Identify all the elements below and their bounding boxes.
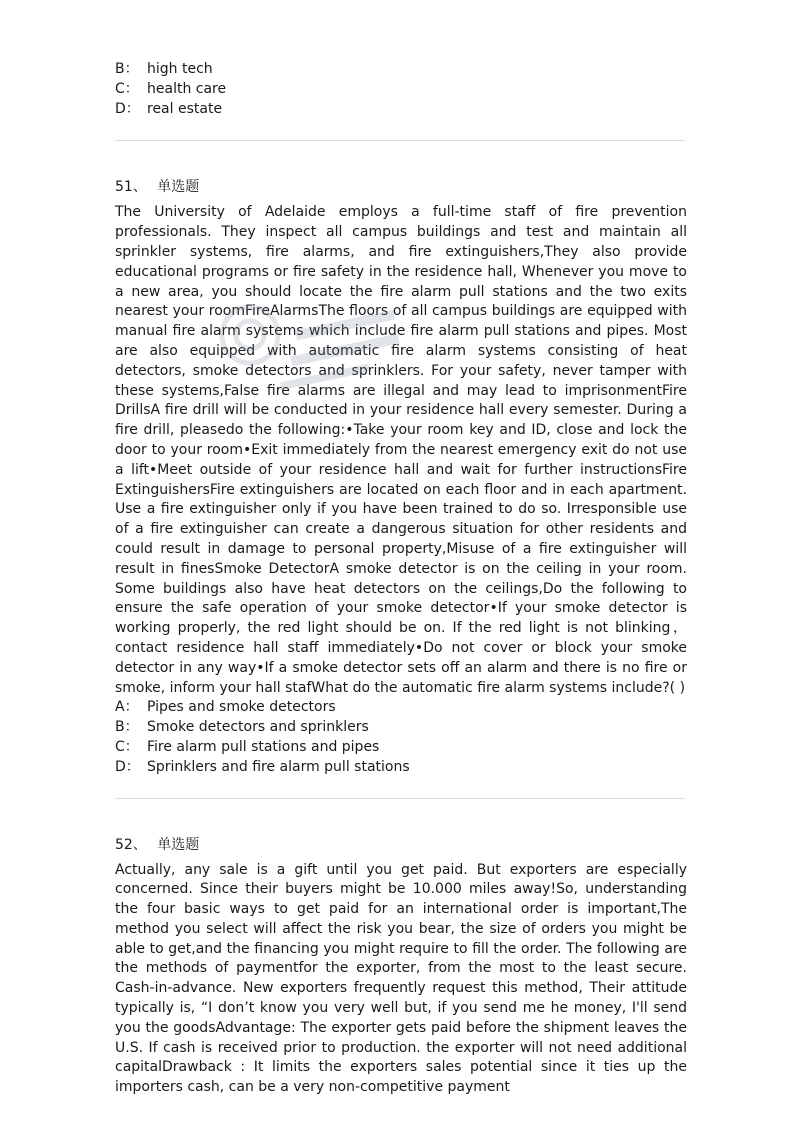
- prev-option-b[interactable]: [115, 60, 690, 80]
- option-text: health care: [147, 80, 227, 97]
- question-body: Actually, any sale is a gift until you get paid. But exporters are especially concerned. Since their buyers might be 10.000 miles away!So, understanding the four basic ways to get paid for an international order is important,The method you select will affect the risk you bear, the size of orders you might be able to get,and the financing you might require to fill the order. The following are the methods of paymentfor the exporter, from the most to the least secure. Cash-in-advance. New exporters frequently request this method, Their attitude typically is, “I don’t know you very well but, if you send me he money, I'll send you the goodsAdvantage: The exporter gets paid before the shipment leaves the U.S. If cash is received prior to production. the exporter will not need additional capitalDrawback : It limits the exporters sales potential since it ties up the importers cash, can be a very non-competitive payment: [115, 861, 687, 1096]
- prev-options: [115, 60, 690, 119]
- answer-options: [115, 698, 690, 777]
- option-letter: B：: [115, 719, 139, 736]
- option-text: Fire alarm pull stations and pipes: [147, 738, 380, 755]
- prev-option-c[interactable]: [115, 80, 690, 100]
- question-51: [115, 177, 690, 777]
- option-c[interactable]: [115, 738, 690, 758]
- option-text: high tech: [147, 61, 213, 77]
- document-page: [115, 60, 690, 1098]
- option-text: Smoke detectors and sprinklers: [147, 719, 369, 736]
- option-letter: C：: [115, 80, 139, 97]
- section-divider: [115, 140, 685, 141]
- question-body: The University of Adelaide employs a full-time staff of fire prevention professionals. They inspect all campus buildings and test and maintain all sprinkler systems, fire alarms, and fire extinguishers,They also provide educational programs or fire safety in the residence hall, Whenever you move to a new area, you should locate the fire alarm pull stations and the two exits nearest your roomFireAlarmsThe floors of all campus buildings are equipped with manual fire alarm systems which include fire alarm pull stations and pipes. Most are also equipped with automatic fire alarm systems consisting of heat detectors, smoke detectors and sprinklers. For your safety, never tamper with these systems,False fire alarms are illegal and may lead to imprisonmentFire DrillsA fire drill will be conducted in your residence hall every semester. During a fire drill, pleasedo the following:•Take your room key and ID, close and lock the door to your room•Exit immediately from the nearest emergency exit do not use a lift•Meet outside of your residence hall and wait for further instructionsFire ExtinguishersFire extinguishers are located on each floor and in each apartment. Use a fire extinguisher only if you have been trained to do so. Irresponsible use of a fire extinguisher can create a dangerous situation for other residents and could result in damage to personal property,Misuse of a fire extinguisher will result in finesSmoke DetectorA smoke detector is on the ceiling in your room. Some buildings also have heat detectors on the ceilings,Do the following to ensure the safe operation of your smoke detector•If your smoke detector is working properly, the red light should be on. If the red light is not blinking，contact residence hall staff immediately•Do not cover or block your smoke detector in any way•If a smoke detector sets off an alarm and there is no fire or smoke, inform your hall stafWhat do the automatic fire alarm systems include?( ): [115, 204, 687, 696]
- option-letter: A：: [115, 699, 139, 716]
- prev-option-d[interactable]: [115, 100, 690, 120]
- option-letter: C：: [115, 738, 139, 755]
- question-header: [115, 835, 690, 855]
- question-type: 单选题: [157, 179, 200, 196]
- question-type: 单选题: [157, 836, 200, 853]
- question-number: 51、: [115, 179, 147, 196]
- option-letter: D：: [115, 100, 140, 117]
- option-text: Sprinklers and fire alarm pull stations: [147, 758, 410, 775]
- option-a[interactable]: [115, 698, 690, 718]
- question-52: [115, 835, 690, 1099]
- option-text: Pipes and smoke detectors: [147, 699, 336, 716]
- option-letter: B：: [115, 61, 139, 77]
- option-d[interactable]: [115, 758, 690, 778]
- option-b[interactable]: [115, 718, 690, 738]
- option-text: real estate: [147, 100, 223, 117]
- option-letter: D：: [115, 758, 140, 775]
- question-number: 52、: [115, 836, 147, 853]
- section-divider: [115, 798, 685, 799]
- question-header: [115, 177, 690, 197]
